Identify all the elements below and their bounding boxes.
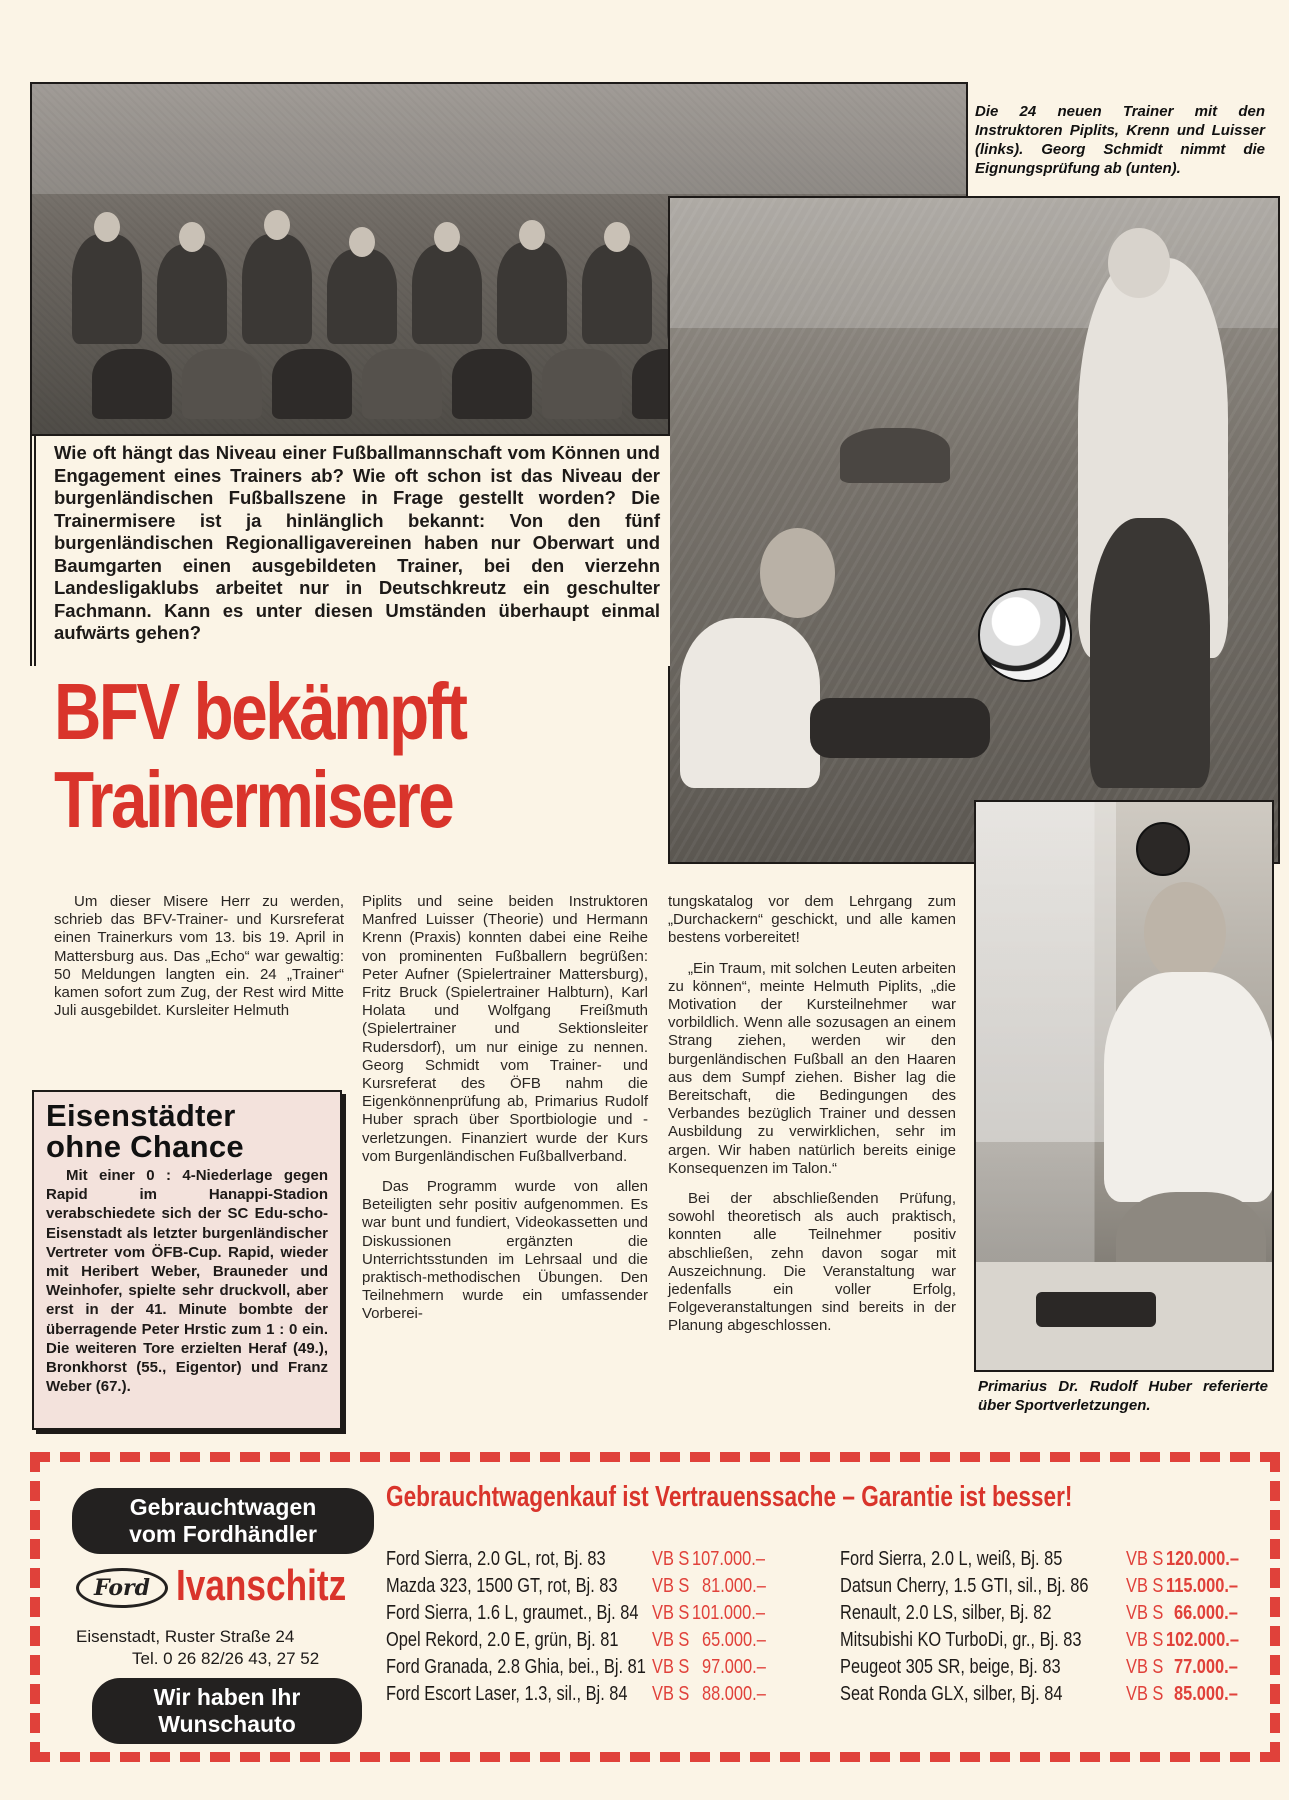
car-name: Renault, 2.0 LS, silber, Bj. 82 — [840, 1602, 1052, 1624]
player-figure — [497, 242, 567, 344]
car-price: 77.000.– — [1174, 1656, 1238, 1678]
player-lying-figure — [840, 428, 950, 483]
headline-line-1: BFV bekämpft — [54, 667, 466, 756]
paragraph: „Ein Traum, mit solchen Leuten arbeiten zu können“, meinte Helmuth Piplits, „die Motivation der Kursteilnehmer war vorbildlich. Wenn alle sozusagen an einem Strang ziehen, werden wir den burgenländischen Fußball an den Haaren aus dem Sumpf ziehen. Bisher lag die Bereitschaft, die Bedingungen des Verbandes bezüglich Trainer und dessen Ausbildung zu verwirklichen, sehr im argen. Wir haben natürlich bereits einige Konsequenzen im Talon.“ — [668, 959, 956, 1177]
article-column-2 — [362, 893, 648, 1324]
car-price-prefix: VB S — [1126, 1629, 1164, 1651]
car-name: Peugeot 305 SR, beige, Bj. 83 — [840, 1656, 1061, 1678]
anatomy-model — [1136, 822, 1190, 876]
car-price-prefix: VB S — [1126, 1602, 1164, 1624]
car-list-left — [386, 1546, 786, 1716]
paragraph: tungskatalog vor dem Lehrgang zum „Durchackern“ geschickt, und alle kamen bestens vorbereitet! — [668, 893, 956, 947]
ad-pill-bottom-line-2: Wunschauto — [158, 1711, 296, 1737]
instructor-legs — [1090, 518, 1210, 788]
car-row — [386, 1546, 786, 1572]
paragraph: Um dieser Misere Herr zu werden, schrieb das BFV-Trainer- und Kursreferat einen Trainerkurs vom 13. bis 19. April in Mattersburg aus. Das „Echo“ war gewaltig: 50 Meldungen langten ein. 24 „Trainer“ kamen sofort zum Zug, der Rest wird Mitte Juli ausgebildet. Kursleiter Helmuth — [54, 893, 344, 1020]
ad-slogan: Gebrauchtwagenkauf ist Vertrauenssache – Garantie ist besser! — [386, 1481, 1073, 1513]
player-figure — [242, 234, 312, 344]
lecture-photo — [974, 800, 1274, 1372]
car-price-prefix: VB S — [1126, 1683, 1164, 1705]
car-price: 120.000.– — [1166, 1548, 1239, 1570]
car-price: 97.000.– — [702, 1656, 766, 1678]
car-row — [840, 1627, 1260, 1653]
sidebox-title-line-2: ohne Chance — [46, 1129, 244, 1164]
car-price-prefix: VB S — [652, 1629, 690, 1651]
car-price-prefix: VB S — [1126, 1548, 1164, 1570]
car-price: 101.000.– — [692, 1602, 765, 1624]
ad-pill-bottom-line-1: Wir haben Ihr — [153, 1684, 301, 1710]
car-price-prefix: VB S — [652, 1548, 690, 1570]
dealer-address: Eisenstadt, Ruster Straße 24 — [76, 1627, 295, 1646]
player-figure — [92, 349, 172, 419]
car-price: 66.000.– — [1174, 1602, 1238, 1624]
speaker-figure — [1104, 972, 1274, 1202]
car-row — [386, 1654, 786, 1680]
car-name: Ford Sierra, 2.0 L, weiß, Bj. 85 — [840, 1548, 1063, 1570]
player-head — [264, 210, 290, 240]
player-sitting-figure — [680, 618, 820, 788]
car-name: Seat Ronda GLX, silber, Bj. 84 — [840, 1683, 1063, 1705]
car-price-prefix: VB S — [652, 1683, 690, 1705]
player-figure — [327, 249, 397, 344]
article-column-1 — [54, 893, 344, 1020]
car-name: Opel Rekord, 2.0 E, grün, Bj. 81 — [386, 1629, 619, 1651]
player-figure — [72, 234, 142, 344]
photo-background-fence — [32, 84, 966, 194]
headline — [54, 668, 674, 858]
ford-logo: Ford — [76, 1568, 168, 1608]
car-row — [840, 1573, 1260, 1599]
car-row — [840, 1546, 1260, 1572]
player-head — [349, 227, 375, 257]
car-price: 115.000.– — [1166, 1575, 1239, 1597]
player-head — [179, 222, 205, 252]
ad-pill-top — [72, 1488, 374, 1554]
car-name: Ford Escort Laser, 1.3, sil., Bj. 84 — [386, 1683, 628, 1705]
car-name: Mitsubishi KO TurboDi, gr., Bj. 83 — [840, 1629, 1082, 1651]
car-price-prefix: VB S — [1126, 1575, 1164, 1597]
car-price: 81.000.– — [702, 1575, 766, 1597]
sidebox-body: Mit einer 0 : 4-Niederlage gegen Rapid im Hanappi-Stadion verabschiedete sich der SC Edu-scho-Eisenstadt als letzter burgenländischer Vertreter vom ÖFB-Cup. Rapid, wieder mit Heribert Weber, Brauneder und Weinhofer, spielte sehr druckvoll, aber erst in der 41. Minute bombte der überragende Peter Hrstic zum 1 : 0 ein. Die weiteren Tore erzielten Heraf (49.), Bronkhorst (55., Eigentor) und Franz Weber (67.). — [46, 1167, 328, 1396]
player-head — [94, 212, 120, 242]
dealer-advertisement — [30, 1452, 1280, 1762]
player-head — [434, 222, 460, 252]
car-price-prefix: VB S — [652, 1602, 690, 1624]
car-list-right — [840, 1546, 1260, 1716]
car-price: 107.000.– — [692, 1548, 765, 1570]
dealer-phone: Tel. 0 26 82/26 43, 27 52 — [132, 1649, 320, 1668]
car-price-prefix: VB S — [652, 1575, 690, 1597]
football — [978, 588, 1072, 682]
car-price-prefix: VB S — [652, 1656, 690, 1678]
lead-text: Wie oft hängt das Niveau einer Fußballmannschaft vom Können und Engagement eines Trainers ab? Wie oft schon ist das Niveau der burgenländischen Fußballszene in Frage gestellt worden? Die Trainermisere ist ja hinlänglich bekannt: Von den fünf burgenländischen Regionalligavereinen haben nur Oberwart und Baumgarten einen ausgebildeten Trainer, bei den vierzehn Landesligaklubs arbeitet nur in Deutschkreutz ein geschulter Fachmann. Kann es unter diesen Umständen überhaupt einmal aufwärts gehen? — [54, 442, 660, 643]
player-figure — [542, 349, 622, 419]
caption-bottom: Primarius Dr. Rudolf Huber referierte über Sportverletzungen. — [978, 1378, 1268, 1414]
training-ball-photo — [668, 196, 1280, 864]
car-row — [840, 1600, 1260, 1626]
car-row — [386, 1600, 786, 1626]
caption-top: Die 24 neuen Trainer mit den Instruktoren Piplits, Krenn und Luisser (links). Georg Schmidt nimmt die Eignungsprüfung ab (unten). — [975, 103, 1265, 177]
car-row — [386, 1681, 786, 1707]
car-name: Mazda 323, 1500 GT, rot, Bj. 83 — [386, 1575, 618, 1597]
paragraph: Bei der abschließenden Prüfung, sowohl theoretisch als auch praktisch, konnten alle Teilnehmer positiv abschließen, zehn davon sogar mit Auszeichnung. Die Veranstaltung war jedenfalls ein voller Erfolg, Folgeveranstaltungen sind bereits in der Planung abgeschlossen. — [668, 1190, 956, 1335]
paragraph: Piplits und seine beiden Instruktoren Manfred Luisser (Theorie) und Hermann Krenn (Praxis) konnten dabei eine Reihe von prominenten Fußballern begrüßen: Peter Aufner (Spielertrainer Mattersburg), Fritz Bruck (Spielertrainer Halbturn), Karl Holata und Wolfgang Freißmuth (Spielertrainer und Sektionsleiter Rudersdorf), um nur einige zu nennen. Georg Schmidt vom Trainer- und Kursreferat des ÖFB nahm die Eigenkönnenprüfung ab, Primarius Rudolf Huber sprach über Sportbiologie und -verletzungen. Finanziert wurde der Kurs vom Burgenländischen Fußballverband. — [362, 893, 648, 1165]
player-figure — [362, 349, 442, 419]
car-name: Datsun Cherry, 1.5 GTI, sil., Bj. 86 — [840, 1575, 1089, 1597]
car-row — [840, 1654, 1260, 1680]
ad-pill-top-line-2: vom Fordhändler — [129, 1521, 317, 1547]
car-row — [840, 1681, 1260, 1707]
player-figure — [452, 349, 532, 419]
car-row — [386, 1627, 786, 1653]
player-figure — [182, 349, 262, 419]
car-name: Ford Sierra, 1.6 L, graumet., Bj. 84 — [386, 1602, 639, 1624]
player-figure — [157, 244, 227, 344]
car-name: Ford Granada, 2.8 Ghia, bei., Bj. 81 — [386, 1656, 646, 1678]
instructor-head — [1108, 228, 1170, 298]
speaker-head — [1144, 882, 1226, 982]
player-figure — [272, 349, 352, 419]
player-head — [519, 220, 545, 250]
paragraph: Das Programm wurde von allen Beteiligten sehr positiv aufgenommen. Es war bunt und fundiert, Videokassetten und Diskussionen ergänzten die Unterrichtsstunden im Lehrsaal und die praktisch-methodischen Übungen. Den Teilnehmern wurde ein umfassender Vorberei- — [362, 1178, 648, 1323]
car-price: 102.000.– — [1166, 1629, 1239, 1651]
sidebox — [32, 1090, 342, 1430]
ad-pill-top-line-1: Gebrauchtwagen — [129, 1494, 317, 1520]
car-row — [386, 1573, 786, 1599]
headline-line-2: Trainermisere — [54, 755, 453, 844]
dealer-name: Ivanschitz — [176, 1561, 347, 1610]
sidebox-title-line-1: Eisenstädter — [46, 1098, 236, 1133]
player-legs — [810, 698, 990, 758]
player-head — [604, 222, 630, 252]
car-price: 85.000.– — [1174, 1683, 1238, 1705]
lead-box — [30, 436, 670, 666]
car-price-prefix: VB S — [1126, 1656, 1164, 1678]
car-price: 65.000.– — [702, 1629, 766, 1651]
photo-whiteboard — [976, 802, 1116, 1142]
car-price: 88.000.– — [702, 1683, 766, 1705]
photo-book — [1036, 1292, 1156, 1327]
player-figure — [412, 244, 482, 344]
article-column-3 — [668, 893, 956, 1336]
ad-pill-bottom — [92, 1678, 362, 1744]
player-head — [760, 528, 835, 618]
player-figure — [582, 244, 652, 344]
car-name: Ford Sierra, 2.0 GL, rot, Bj. 83 — [386, 1548, 606, 1570]
